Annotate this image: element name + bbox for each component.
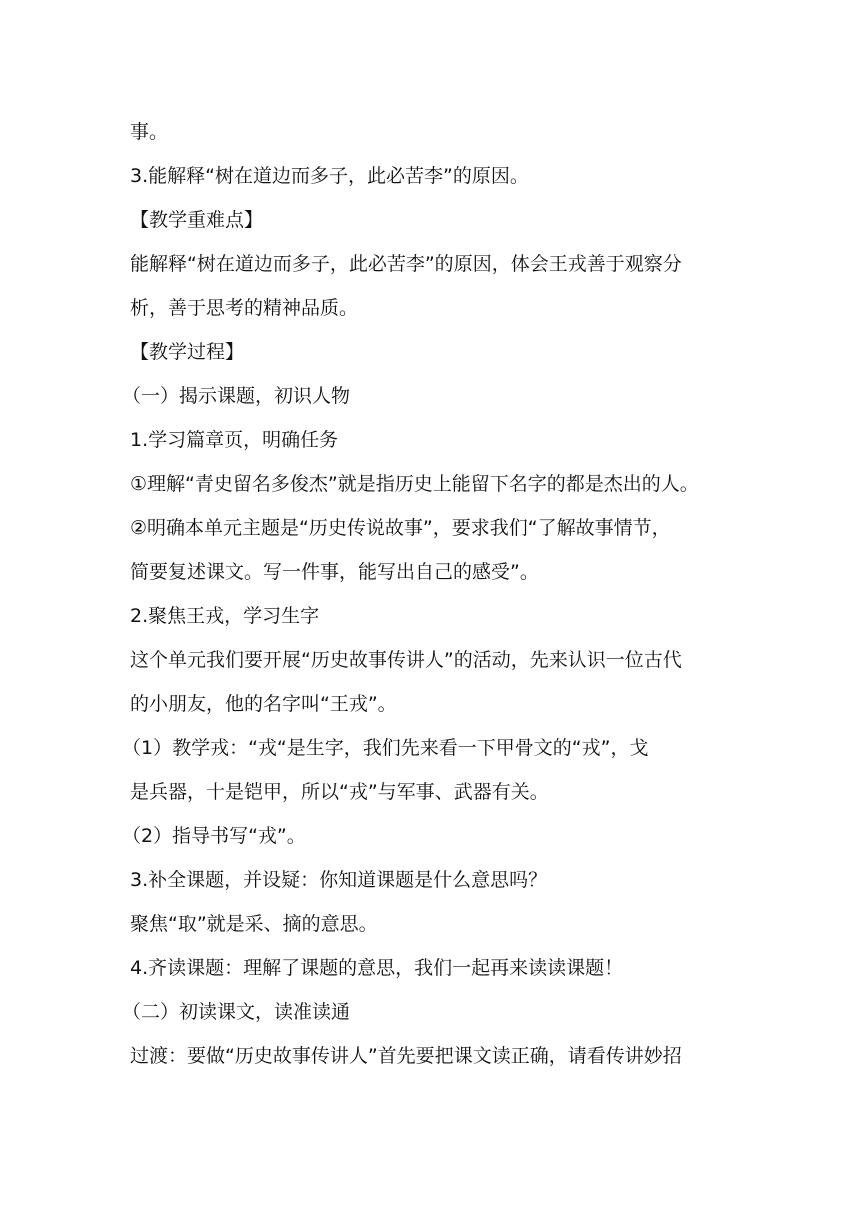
text-line: 这个单元我们要开展“历史故事传讲人”的活动，先来认识一位古代 <box>130 649 682 671</box>
document-body <box>122 110 734 1078</box>
step-heading: 1.学习篇章页，明确任务 <box>130 429 339 451</box>
step-heading: 3.补全课题，并设疑：你知道课题是什么意思吗？ <box>130 869 548 891</box>
text-line: 能解释“树在道边而多子，此必苦李”的原因，体会王戎善于观察分 <box>130 253 682 275</box>
section-heading-process: 【教学过程】 <box>130 341 245 363</box>
text-line: 简要复述课文。写一件事，能写出自己的感受”。 <box>130 561 539 583</box>
text-line: 过渡：要做“历史故事传讲人”首先要把课文读正确，请看传讲妙招 <box>130 1045 682 1067</box>
step-heading: 2.聚焦王戎，学习生字 <box>130 605 320 627</box>
step-heading: 4.齐读课题：理解了课题的意思，我们一起再来读读课题！ <box>130 957 624 979</box>
text-line: ②明确本单元主题是“历史传说故事”，要求我们“了解故事情节， <box>130 517 671 539</box>
text-line: 的小朋友，他的名字叫“王戎”。 <box>130 693 397 715</box>
subsection-heading: （二）初读课文，读准读通 <box>122 1001 351 1023</box>
text-line: ①理解“青史留名多俊杰”就是指历史上能留下名字的都是杰出的人。 <box>130 473 699 495</box>
text-line: 聚焦“取”就是采、摘的意思。 <box>130 913 378 935</box>
text-line: 是兵器，十是铠甲，所以“戎”与军事、武器有关。 <box>130 781 549 803</box>
text-line: 事。 <box>130 121 169 143</box>
objective-item: 3.能解释“树在道边而多子，此必苦李”的原因。 <box>130 165 529 187</box>
text-line: 析，善于思考的精神品质。 <box>130 297 359 319</box>
text-line: （2）指导书写“戎”。 <box>122 825 306 847</box>
text-line: （1）教学戎：“戎“是生字，我们先来看一下甲骨文的“戎”，戈 <box>122 737 649 759</box>
subsection-heading: （一）揭示课题，初识人物 <box>122 385 351 407</box>
section-heading-key-points: 【教学重难点】 <box>130 209 264 231</box>
